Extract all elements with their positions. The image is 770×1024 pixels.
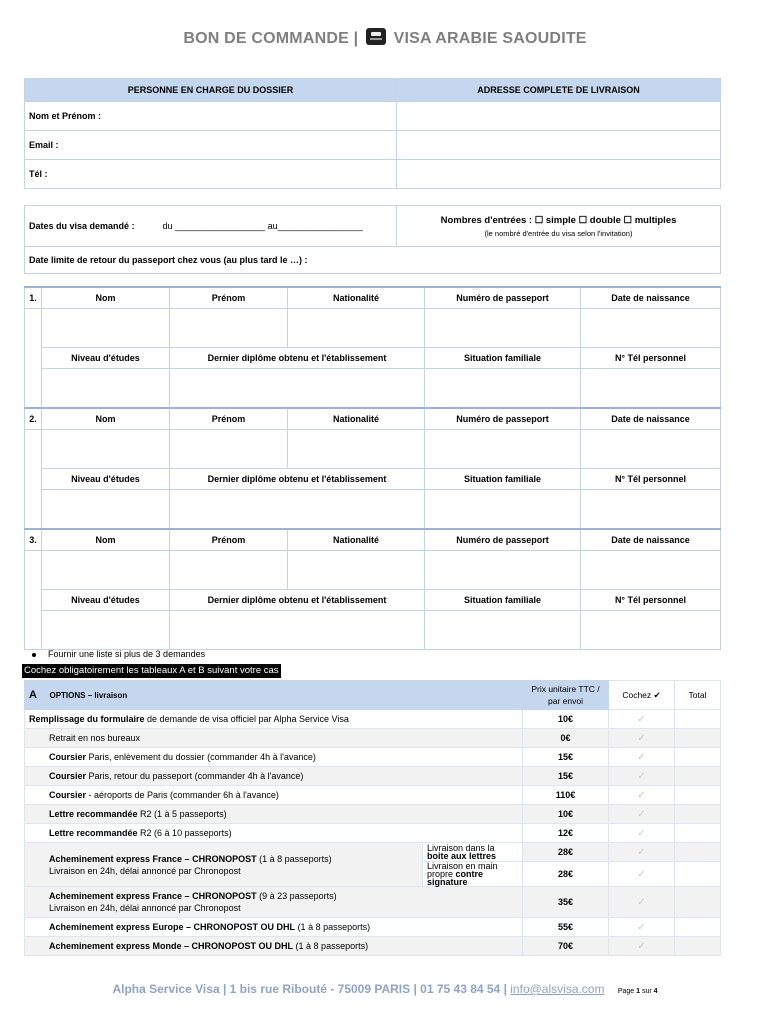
input-diplome[interactable] [170,369,425,408]
option-row-label [25,767,523,786]
total-cell[interactable] [675,843,721,862]
footer-address: Alpha Service Visa | 1 bis rue Ribouté - 75009 PARIS | 01 75 43 84 54 | [112,982,511,996]
spacer-cell [25,309,42,348]
header-naissance: Date de naissance [581,529,721,551]
header-naissance: Date de naissance [581,408,721,430]
spacer-cell [25,469,42,490]
input-nationalite[interactable] [288,430,425,469]
option-row-label [25,748,523,767]
total-cell[interactable] [675,918,721,937]
header-prenom: Prénom [170,408,288,430]
input-tel[interactable] [581,490,721,529]
entries-cell[interactable] [397,206,721,247]
delivery-text: Livraison en main propre [427,861,498,879]
page-total: 4 [653,988,658,995]
header-prenom: Prénom [170,287,288,309]
header-etudes: Niveau d'études [42,348,170,369]
header-diplome: Dernier diplôme obtenu et l'établissement [170,590,425,611]
option-price: 28€ [523,843,609,862]
option-text: R2 (1 à 5 passeports) [137,809,227,819]
email-field[interactable]: Email : [25,131,397,160]
header-nationalite: Nationalité [288,287,425,309]
header-passeport: Numéro de passeport [425,529,581,551]
total-cell[interactable] [675,862,721,887]
input-etudes[interactable] [42,490,170,529]
header-diplome: Dernier diplôme obtenu et l'établissement [170,348,425,369]
visa-dates-label: Dates du visa demandé : [25,206,159,247]
spacer-cell [25,590,42,611]
option-price: 10€ [523,710,609,729]
contact-table [24,78,721,189]
total-cell[interactable] [675,729,721,748]
option-price: 35€ [523,887,609,918]
person-number: 3. [25,529,42,551]
header-situation: Situation familiale [425,590,581,611]
person-block-3 [24,528,721,650]
entries-options[interactable]: Nombres d'entrées : ☐ simple ☐ double ☐ multiples [440,214,677,226]
address-field-3[interactable] [397,160,721,189]
total-cell[interactable] [675,710,721,729]
total-cell[interactable] [675,937,721,956]
options-header [25,681,523,710]
options-title: OPTIONS – livraison [49,691,128,700]
option-price: 12€ [523,824,609,843]
header-tel: N° Tél personnel [581,348,721,369]
address-field-1[interactable] [397,102,721,131]
title-left: BON DE COMMANDE | [183,30,359,47]
option-price: 70€ [523,937,609,956]
address-header: ADRESSE COMPLETE DE LIVRAISON [397,79,721,102]
input-nom[interactable] [42,551,170,590]
price-header: Prix unitaire TTC / par envoi [523,681,609,710]
option-row-label [25,824,523,843]
europe-text: Acheminement express Europe – CHRONOPOST OU DHL [49,922,296,932]
input-nom[interactable] [42,309,170,348]
page-text: Page [617,988,637,995]
entries-note: (le nombré d'entrée du visa selon l'invitation) [484,228,633,238]
input-prenom[interactable] [170,551,288,590]
input-situation[interactable] [425,369,581,408]
option-row-label [25,710,523,729]
total-cell[interactable] [675,767,721,786]
input-nom[interactable] [42,430,170,469]
bullet-icon [32,653,36,657]
checkbox-cell[interactable]: ✓ [609,748,675,767]
spacer-cell [25,551,42,590]
input-passeport[interactable] [425,551,581,590]
spacer-cell [25,490,42,529]
options-table [24,680,721,956]
option-price: 55€ [523,918,609,937]
delivery-mailbox [423,843,523,862]
checkbox-cell[interactable]: ✓ [609,824,675,843]
page-title [0,28,770,48]
total-cell[interactable] [675,805,721,824]
option-bold: Coursier [49,790,87,800]
option-price: 28€ [523,862,609,887]
header-naissance: Date de naissance [581,287,721,309]
chrono-text: (1 à 8 passeports) [256,853,332,864]
option-text: - aéroports de Paris (commander 6h à l'avance) [86,790,279,800]
return-date-field[interactable]: Date limite de retour du passeport chez vous (au plus tard le …) : [25,247,721,274]
option-text: Paris, enlèvement du dossier (commander 4h à l'avance) [86,752,316,762]
chrono-text: Acheminement express France – [49,853,193,864]
option-bold: Coursier [49,771,87,781]
input-naissance[interactable] [581,309,721,348]
list-note [32,649,205,659]
header-prenom: Prénom [170,529,288,551]
person-number: 2. [25,408,42,430]
input-naissance[interactable] [581,551,721,590]
option-bold: Coursier [49,752,87,762]
delivery-text: contre signature [427,869,484,887]
checkbox-cell[interactable]: ✓ [609,918,675,937]
header-nationalite: Nationalité [288,408,425,430]
chronopost-france2-label [25,887,523,918]
title-right: VISA ARABIE SAOUDITE [393,30,587,47]
check-header: Cochez ✔ [609,681,675,710]
option-row-label [25,786,523,805]
input-passeport[interactable] [425,430,581,469]
contact-header: PERSONNE EN CHARGE DU DOSSIER [25,79,397,102]
input-etudes[interactable] [42,369,170,408]
option-price: 10€ [523,805,609,824]
checkbox-cell[interactable]: ✓ [609,937,675,956]
monde-label [25,937,523,956]
visa-dates-field[interactable]: du __________________ au_________________ [159,206,397,247]
chrono-delay: Livraison en 24h, délai annoncé par Chronopost [49,903,241,913]
chrono-text: Acheminement express France – CHRONOPOST [49,891,257,901]
header-tel: N° Tél personnel [581,590,721,611]
header-passeport: Numéro de passeport [425,408,581,430]
header-situation: Situation familiale [425,348,581,369]
person-block-2 [24,407,721,529]
option-price: 15€ [523,767,609,786]
footer [0,982,770,996]
input-etudes[interactable] [42,611,170,650]
instruction-bar: Cochez obligatoirement les tableaux A et B suivant votre cas [24,665,279,676]
chrono-delay: Livraison en 24h, délai annoncé par Chronopost [49,865,241,876]
input-nationalite[interactable] [288,551,425,590]
options-letter: A [29,689,37,701]
input-tel[interactable] [581,369,721,408]
total-cell[interactable] [675,748,721,767]
note-text: Fournir une liste si plus de 3 demandes [48,649,206,659]
person-block-1 [24,286,721,408]
option-price: 0€ [523,729,609,748]
spacer-cell [25,369,42,408]
option-price: 110€ [523,786,609,805]
europe-text: (1 à 8 passeports) [295,922,371,932]
header-situation: Situation familiale [425,469,581,490]
header-nom: Nom [42,287,170,309]
header-tel: N° Tél personnel [581,469,721,490]
passport-logo-icon [366,28,386,45]
input-situation[interactable] [425,611,581,650]
spacer-cell [25,611,42,650]
total-header: Total [675,681,721,710]
header-nom: Nom [42,408,170,430]
option-bold: Lettre recommandée [49,828,138,838]
option-bold: Lettre recommandée [49,809,138,819]
page-text: sur [640,988,654,995]
spacer-cell [25,430,42,469]
input-passeport[interactable] [425,309,581,348]
header-etudes: Niveau d'études [42,469,170,490]
input-diplome[interactable] [170,490,425,529]
delivery-text: Livraison dans la [427,843,495,853]
europe-label [25,918,523,937]
checkbox-cell[interactable]: ✓ [609,729,675,748]
delivery-text: boite aux lettres [427,851,497,861]
person-number: 1. [25,287,42,309]
input-situation[interactable] [425,490,581,529]
option-price: 15€ [523,748,609,767]
checkbox-cell[interactable]: ✓ [609,805,675,824]
input-tel[interactable] [581,611,721,650]
input-naissance[interactable] [581,430,721,469]
option-text: de demande de visa officiel par Alpha Service Visa [144,714,349,724]
option-text: Paris, retour du passeport (commander 4h à l'avance) [86,771,304,781]
input-prenom[interactable] [170,430,288,469]
phone-field[interactable]: Tél : [25,160,397,189]
chrono-text: CHRONOPOST [192,853,257,864]
total-cell[interactable] [675,786,721,805]
page-current: 1 [636,988,641,995]
email-link[interactable]: info@alsvisa.com [510,982,605,996]
checkbox-cell[interactable]: ✓ [609,767,675,786]
chrono-text: (9 à 23 passeports) [256,891,337,901]
chronopost-france-label [25,843,423,887]
delivery-signature [423,862,523,887]
input-nationalite[interactable] [288,309,425,348]
checkbox-cell[interactable]: ✓ [609,887,675,918]
header-nationalite: Nationalité [288,529,425,551]
input-prenom[interactable] [170,309,288,348]
option-row-label [25,805,523,824]
monde-text: (1 à 8 passeports) [293,941,369,951]
total-cell[interactable] [675,887,721,918]
option-text: R2 (6 à 10 passeports) [137,828,232,838]
checkbox-cell[interactable]: ✓ [609,843,675,862]
header-nom: Nom [42,529,170,551]
checkbox-cell[interactable]: ✓ [609,710,675,729]
name-field[interactable]: Nom et Prénom : [25,102,397,131]
total-cell[interactable] [675,824,721,843]
dates-table [24,205,721,274]
checkbox-cell[interactable]: ✓ [609,786,675,805]
header-passeport: Numéro de passeport [425,287,581,309]
input-diplome[interactable] [170,611,425,650]
address-field-2[interactable] [397,131,721,160]
option-bold: Remplissage du formulaire [29,714,145,724]
monde-text: Acheminement express Monde – CHRONOPOST OU DHL [49,941,294,951]
option-text: Retrait en nos bureaux [49,733,141,743]
page-number [618,988,658,995]
header-diplome: Dernier diplôme obtenu et l'établissement [170,469,425,490]
option-row-label [25,729,523,748]
checkbox-cell[interactable]: ✓ [609,862,675,887]
header-etudes: Niveau d'études [42,590,170,611]
spacer-cell [25,348,42,369]
